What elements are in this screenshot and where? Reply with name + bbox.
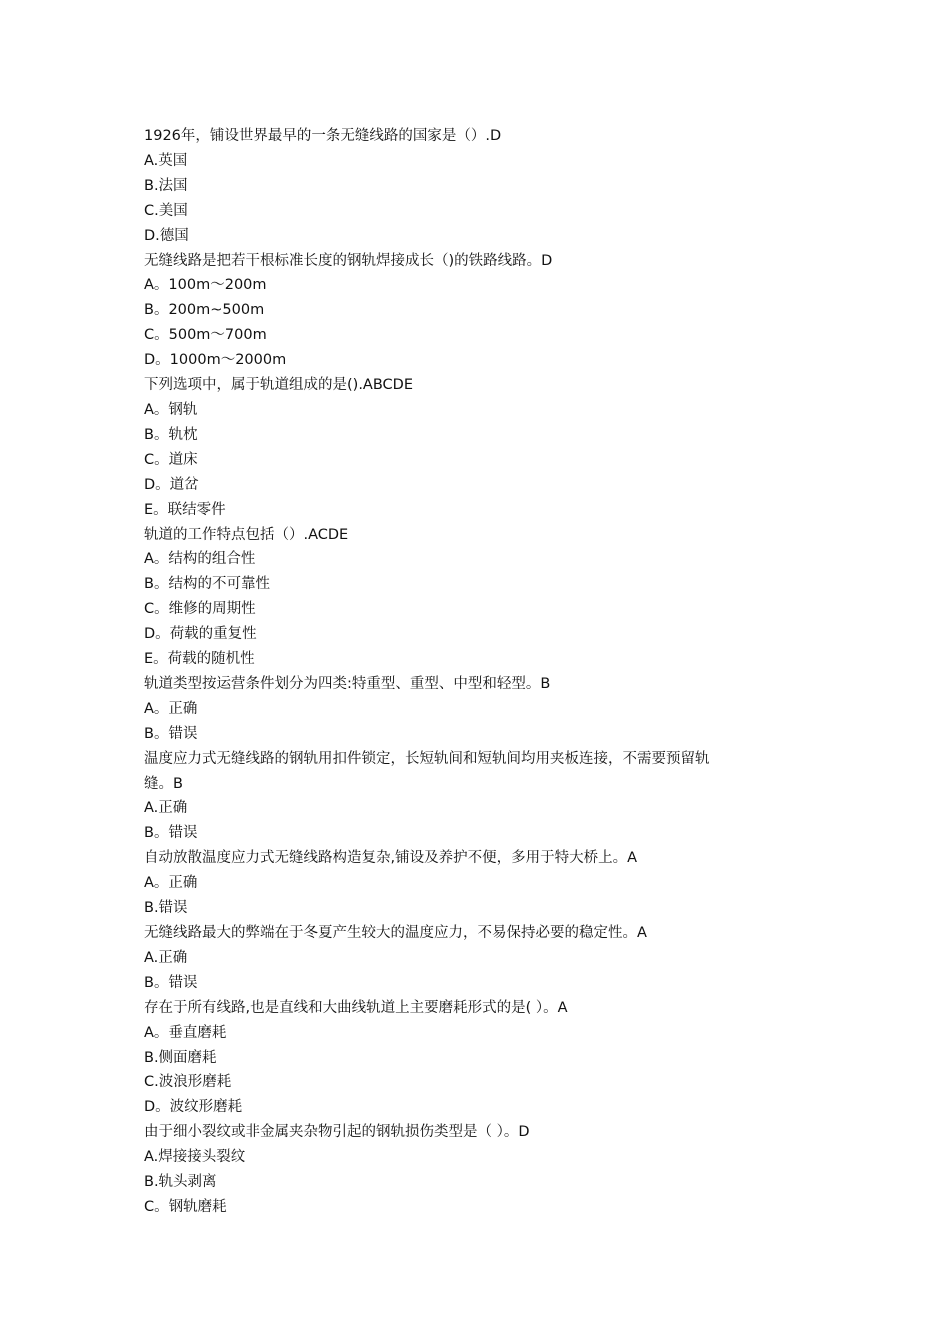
text-line: 无缝线路最大的弊端在于冬夏产生较大的温度应力，不易保持必要的稳定性。A	[144, 925, 647, 941]
text-line: C。500m～700m	[144, 327, 267, 344]
text-line: C。维修的周期性	[144, 601, 256, 618]
text-line: A.焊接接头裂纹	[144, 1149, 246, 1166]
text-line: 轨道类型按运营条件划分为四类:特重型、重型、中型和轻型。B	[144, 675, 551, 692]
text-line: B。200m~500m	[144, 302, 265, 319]
text-line: 缝。B	[144, 775, 183, 792]
text-line: B。错误	[144, 825, 198, 842]
text-line: D.德国	[144, 227, 189, 244]
text-line: D。荷载的重复性	[144, 626, 257, 643]
text-line: B。错误	[144, 974, 198, 991]
text-line: E。联结零件	[144, 501, 226, 518]
text-line: B.法国	[144, 177, 188, 194]
text-line: A。垂直磨耗	[144, 1024, 227, 1041]
text-line: A。正确	[144, 700, 198, 717]
text-line: 1926年，铺设世界最早的一条无缝线路的国家是（）.D	[144, 128, 502, 144]
text-line: B。错误	[144, 725, 198, 742]
document-page	[144, 124, 814, 1220]
text-line: A.英国	[144, 152, 188, 169]
text-line: 无缝线路是把若干根标准长度的钢轨焊接成长（)的铁路线路。D	[144, 252, 553, 269]
text-line: A.正确	[144, 800, 188, 817]
text-line: 由于细小裂纹或非金属夹杂物引起的钢轨损伤类型是（ ）。D	[144, 1124, 530, 1141]
text-line: C.美国	[144, 202, 188, 219]
text-line: A。结构的组合性	[144, 551, 256, 568]
text-line: 下列选项中，属于轨道组成的是().ABCDE	[144, 377, 413, 394]
text-line: C。钢轨磨耗	[144, 1198, 227, 1215]
text-line: C。道床	[144, 451, 198, 468]
text-line: A。100m～200m	[144, 277, 267, 294]
text-line: D。道岔	[144, 476, 199, 493]
text-line: B.轨头剥离	[144, 1174, 217, 1191]
text-line: D。波纹形磨耗	[144, 1099, 243, 1116]
text-line: 温度应力式无缝线路的钢轨用扣件锁定，长短轨间和短轨间均用夹板连接，不需要预留轨	[144, 750, 710, 767]
text-line: B.侧面磨耗	[144, 1049, 217, 1066]
text-line: A.正确	[144, 949, 188, 966]
text-line: 自动放散温度应力式无缝线路构造复杂,铺设及养护不便，多用于特大桥上。A	[144, 850, 638, 867]
text-line: B.错误	[144, 900, 188, 917]
text-line: E。荷载的随机性	[144, 651, 255, 668]
text-line: 存在于所有线路,也是直线和大曲线轨道上主要磨耗形式的是( ）。A	[144, 999, 568, 1016]
text-line: A。钢轨	[144, 401, 198, 418]
text-line: D。1000m～2000m	[144, 352, 287, 369]
text-line: B。轨枕	[144, 426, 198, 443]
text-line: A。正确	[144, 875, 198, 892]
text-line: B。结构的不可靠性	[144, 576, 270, 593]
text-line: 轨道的工作特点包括（）.ACDE	[144, 526, 349, 543]
text-line: C.波浪形磨耗	[144, 1074, 232, 1091]
